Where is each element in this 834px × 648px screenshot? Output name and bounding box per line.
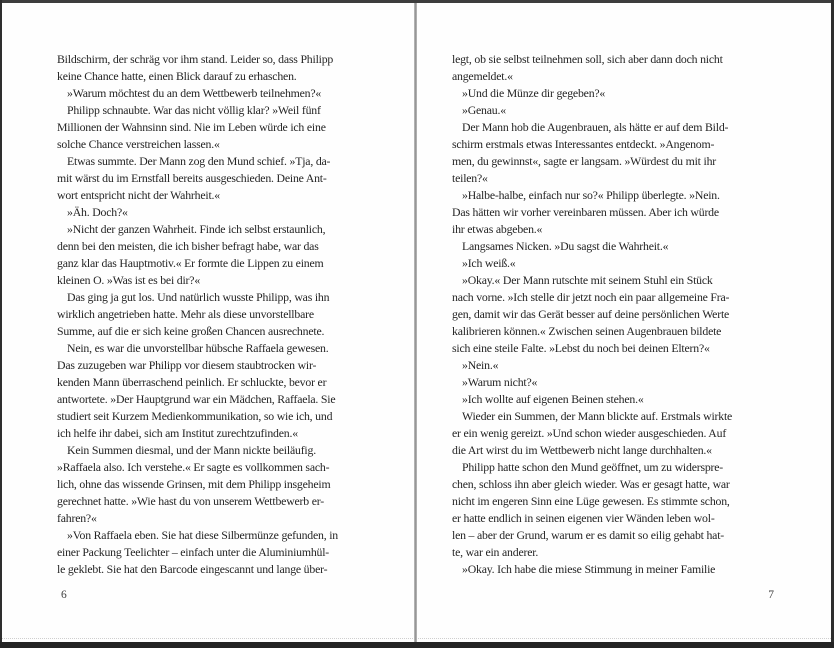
text-line: »Halbe-halbe, einfach nur so?« Philipp überlegte. »Nein.	[462, 188, 720, 202]
text-line: Wieder ein Summen, der Mann blickte auf. Erstmals wirkte	[462, 409, 733, 423]
text-line: »Genau.«	[462, 103, 506, 117]
text-line: wirklich angetrieben hatte. Mehr als diese unvorstellbare	[57, 307, 314, 321]
page-gutter-divider	[414, 3, 417, 642]
text-line: Nein, es war die unvorstellbar hübsche Raffaela gewesen.	[67, 341, 329, 355]
text-line: kalibrieren können.« Zwischen seinen Augenbrauen bildete	[452, 324, 722, 338]
text-line: gerechnet hatte. »Wie hast du von unserem Wettbewerb er-	[57, 494, 324, 508]
text-line: antwortete. »Der Hauptgrund war ein Mädchen, Raffaela. Sie	[57, 392, 336, 406]
text-line: schirm erstmals etwas Interessantes entdeckt. »Angenom-	[452, 137, 715, 151]
text-line: denn bei den meisten, die ich bisher befragt habe, war das	[57, 239, 319, 253]
text-line: chen, schloss ihn aber gleich wieder. Was er gesagt hatte, war	[452, 477, 730, 491]
right-page-text-block	[452, 51, 782, 578]
text-line: »Okay. Ich habe die miese Stimmung in meiner Familie	[462, 562, 716, 576]
text-line: »Ich weiß.«	[462, 256, 516, 270]
text-line: te, war ein anderer.	[452, 545, 539, 559]
text-line: Langsames Nicken. »Du sagst die Wahrheit.«	[462, 239, 669, 253]
text-line: kenden Mann überraschend peinlich. Er schluckte, bevor er	[57, 375, 327, 389]
text-line: »Von Raffaela eben. Sie hat diese Silbermünze gefunden, in	[67, 528, 339, 542]
text-line: kleinen O. »Was ist es bei dir?«	[57, 273, 201, 287]
text-line: legt, ob sie selbst teilnehmen soll, sich aber dann doch nicht	[452, 52, 723, 66]
scan-edge-top	[0, 0, 834, 3]
text-line: »Ich wollte auf eigenen Beinen stehen.«	[462, 392, 644, 406]
text-line: Millionen der Wahnsinn sind. Nie im Leben würde ich eine	[57, 120, 326, 134]
scan-edge-left	[0, 0, 2, 648]
text-line: Das hätten wir vorher vereinbaren müssen. Aber ich würde	[452, 205, 719, 219]
text-line: wort entspricht nicht der Wahrheit.«	[57, 188, 220, 202]
page-number-left: 6	[61, 589, 67, 601]
text-line: »Warum nicht?«	[462, 375, 538, 389]
text-line: »Nicht der ganzen Wahrheit. Finde ich selbst erstaunlich,	[67, 222, 326, 236]
text-line: keine Chance hatte, einen Blick darauf zu erhaschen.	[57, 69, 297, 83]
text-line: Das zuzugeben war Philipp vor diesem staubtrocken wir-	[57, 358, 317, 372]
text-line: ganz klar das Hauptmotiv.« Er formte die Lippen zu einem	[57, 256, 324, 270]
text-line: einer Packung Teelichter – einfach unter die Aluminiumhül-	[57, 545, 330, 559]
text-line: ihr etwas abgeben.«	[452, 222, 543, 236]
text-line: Etwas summte. Der Mann zog den Mund schief. »Tja, da-	[67, 154, 331, 168]
text-line: Summe, auf die er sich keine großen Chancen ausrechnete.	[57, 324, 325, 338]
text-line: »Nein.«	[462, 358, 499, 372]
text-line: nach vorne. »Ich stelle dir jetzt noch ein paar allgemeine Fra-	[452, 290, 730, 304]
left-page-text-block	[57, 51, 376, 578]
text-line: »Raffaela also. Ich verstehe.« Er sagte es vollkommen sach-	[57, 460, 330, 474]
text-line: lich, ohne das wissende Grinsen, mit dem Philipp insgeheim	[57, 477, 331, 491]
text-line: gen, damit wir das Gerät besser auf deine persönlichen Werte	[452, 307, 730, 321]
text-line: Bildschirm, der schräg vor ihm stand. Leider so, dass Philipp	[57, 52, 334, 66]
text-line: »Äh. Doch?«	[67, 205, 128, 219]
text-line: »Und die Münze dir gegeben?«	[462, 86, 606, 100]
text-line: er hatte endlich in seinen eigenen vier Wänden leben wol-	[452, 511, 715, 525]
text-line: studiert seit Kurzem Medienkommunikation, so wie ich, und	[57, 409, 333, 423]
page-number-right: 7	[768, 589, 774, 601]
text-line: fahren?«	[57, 511, 97, 525]
text-line: Der Mann hob die Augenbrauen, als hätte er auf dem Bild-	[462, 120, 729, 134]
text-line: er ein wenig gereizt. »Und schon wieder ausgeschieden. Auf	[452, 426, 727, 440]
text-line: »Okay.« Der Mann rutschte mit seinem Stuhl ein Stück	[462, 273, 713, 287]
text-line: angemeldet.«	[452, 69, 513, 83]
text-line: Philipp hatte schon den Mund geöffnet, um zu widerspre-	[462, 460, 724, 474]
text-line: die Art wirst du im Wettbewerb nicht lange durchhalten.«	[452, 443, 712, 457]
text-line: len – aber der Grund, warum er es damit so eilig gehabt hat-	[452, 528, 725, 542]
text-line: solche Chance verstreichen lassen.«	[57, 137, 220, 151]
text-line: »Warum möchtest du an dem Wettbewerb teilnehmen?«	[67, 86, 322, 100]
scan-edge-bottom	[0, 642, 834, 648]
text-line: mit wärst du im Ernstfall bereits ausgeschieden. Deine Ant-	[57, 171, 327, 185]
text-line: le geklebt. Sie hat den Barcode eingescannt und lange über-	[57, 562, 328, 576]
text-line: sich eine steile Falte. »Lebst du noch bei deinen Eltern?«	[452, 341, 710, 355]
text-line: Philipp schnaubte. War das nicht völlig klar? »Weil fünf	[67, 103, 321, 117]
text-line: ich helfe ihr dabei, sich am Institut zurechtzufinden.«	[57, 426, 298, 440]
text-line: Das ging ja gut los. Und natürlich wusste Philipp, was ihn	[67, 290, 330, 304]
text-line: nicht im engeren Sinn eine Lüge gewesen. Es stimmte schon,	[452, 494, 730, 508]
text-line: Kein Summen diesmal, und der Mann nickte beiläufig.	[67, 443, 316, 457]
text-line: men, du gewinnst«, sagte er langsam. »Würdest du mit ihr	[452, 154, 717, 168]
text-line: teilen?«	[452, 171, 488, 185]
